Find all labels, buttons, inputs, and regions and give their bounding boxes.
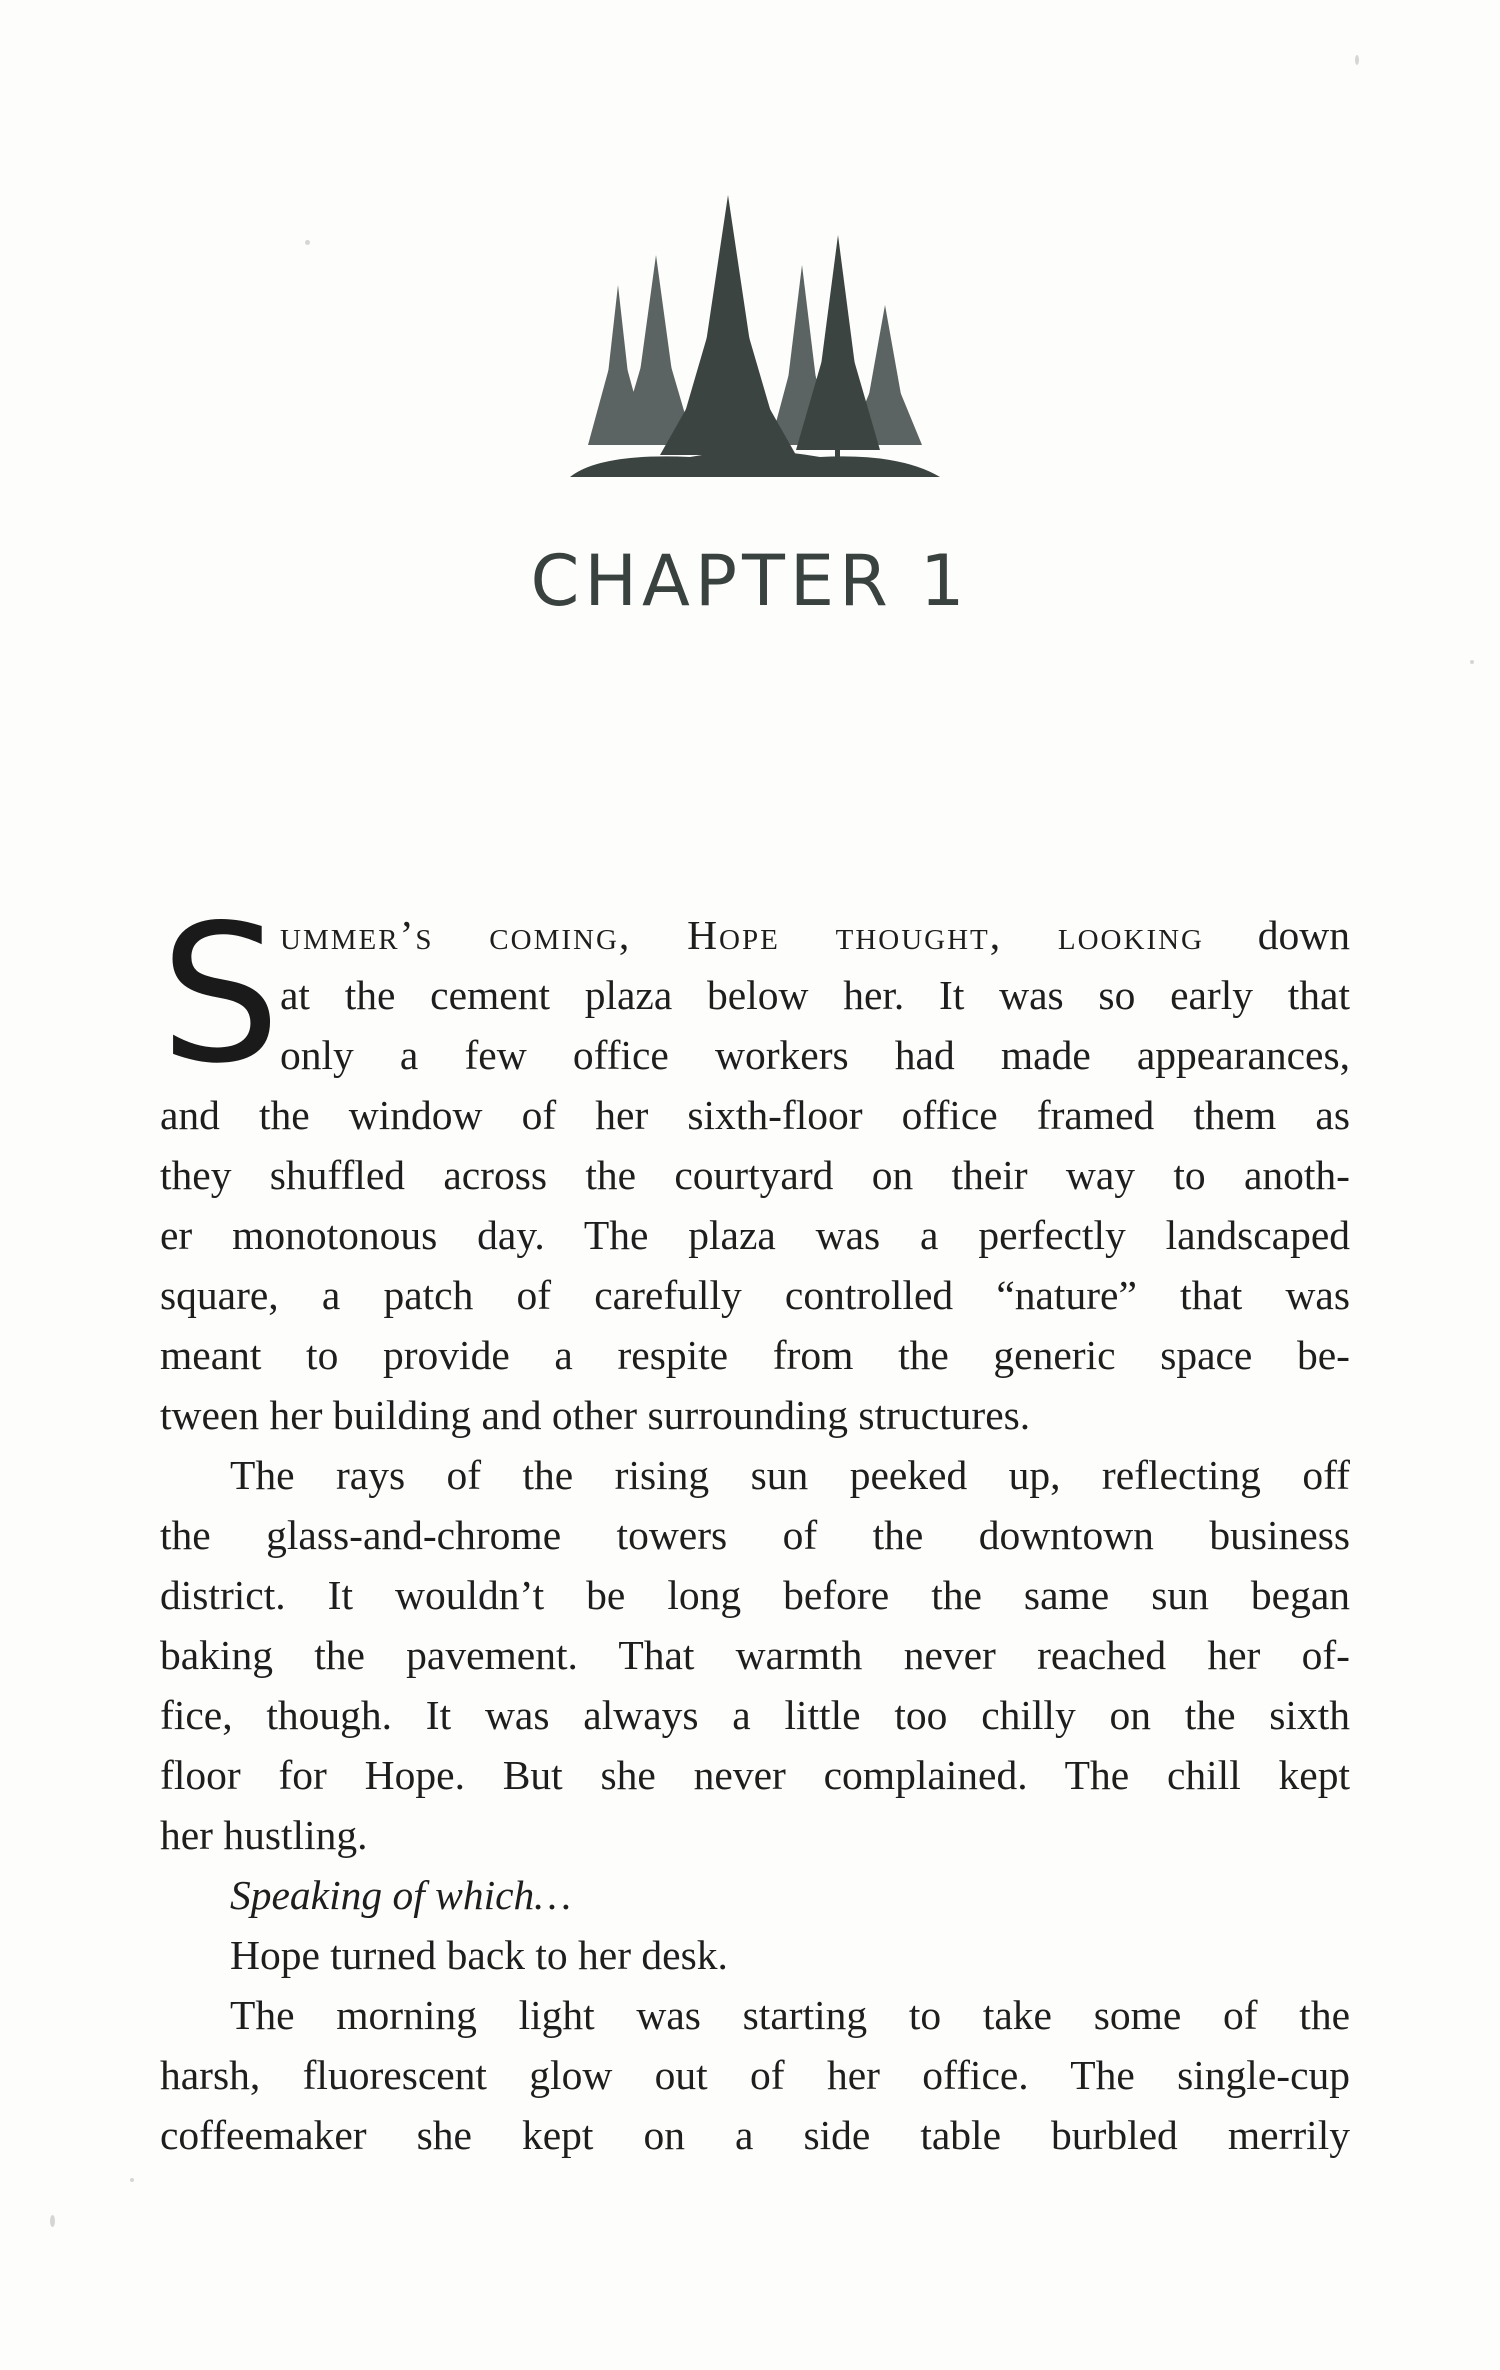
scan-speck	[305, 240, 310, 245]
text-line: Hope turned back to her desk.	[230, 1932, 728, 1978]
scan-speck	[130, 2178, 134, 2182]
text-line: they shuffled across the courtyard on their way to anoth-	[160, 1152, 1350, 1198]
text-line: her hustling.	[160, 1812, 368, 1858]
drop-cap: S	[160, 884, 281, 1105]
smallcaps-lead-in: ummer’s coming, Hope thought, looking	[280, 912, 1204, 958]
scan-speck	[1470, 660, 1474, 664]
text-line: tween her building and other surrounding structures.	[160, 1392, 1031, 1438]
text-line: meant to provide a respite from the generic space be-	[160, 1332, 1350, 1378]
text-line: floor for Hope. But she never complained. The chill kept	[160, 1752, 1350, 1798]
text-line: only a few office workers had made appearances,	[280, 1032, 1350, 1078]
lead-in-rest: down	[1203, 912, 1350, 958]
text-line: fice, though. It was always a little too chilly on the sixth	[160, 1692, 1350, 1738]
text-line: at the cement plaza below her. It was so early that	[280, 972, 1350, 1018]
text-line: the glass-and-chrome towers of the downtown business	[160, 1512, 1350, 1558]
pine-forest-ornament	[570, 195, 940, 480]
scan-speck	[50, 2215, 55, 2227]
text-line: The rays of the rising sun peeked up, reflecting off	[230, 1452, 1350, 1498]
text-line: coffeemaker she kept on a side table burbled merrily	[160, 2112, 1350, 2158]
chapter-body	[160, 884, 1350, 2165]
chapter-title: CHAPTER 1	[530, 540, 970, 622]
scan-speck	[1355, 55, 1359, 65]
text-line: district. It wouldn’t be long before the same sun began	[160, 1572, 1350, 1618]
text-line: and the window of her sixth-floor office framed them as	[160, 1092, 1350, 1138]
text-line	[280, 905, 1350, 965]
text-line: er monotonous day. The plaza was a perfectly landscaped	[160, 1212, 1350, 1258]
italic-thought: Speaking of which…	[230, 1872, 572, 1918]
text-line: The morning light was starting to take some of the	[230, 1992, 1350, 2038]
text-line: square, a patch of carefully controlled “nature” that was	[160, 1272, 1350, 1318]
text-line: baking the pavement. That warmth never reached her of-	[160, 1632, 1350, 1678]
text-line: harsh, fluorescent glow out of her office. The single-cup	[160, 2052, 1350, 2098]
